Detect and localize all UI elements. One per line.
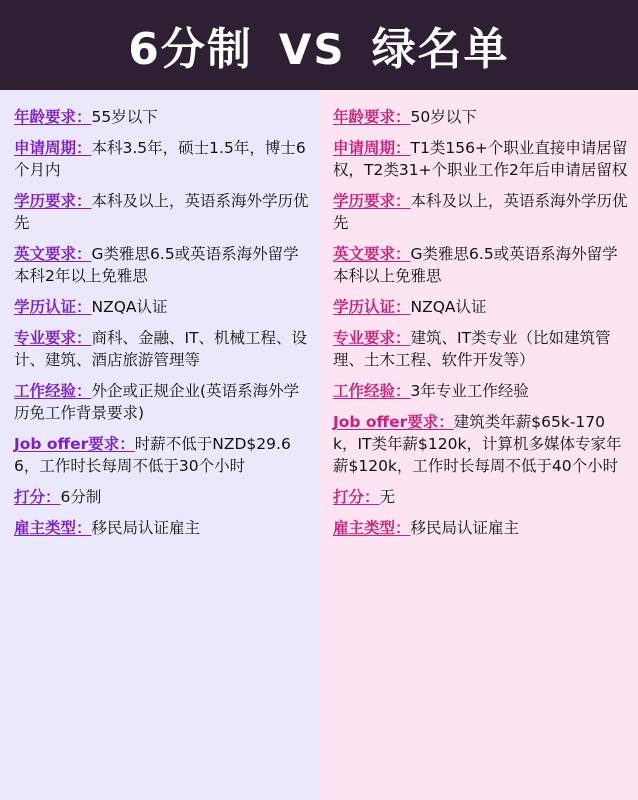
entry-label: 专业要求：	[14, 329, 92, 347]
entry-value: 本科及以上，英语系海外学历优先	[333, 192, 628, 232]
entry-label: 工作经验：	[333, 382, 411, 400]
right-column-green-list	[319, 90, 638, 800]
entry-value: G类雅思6.5或英语系海外留学本科2年以上免雅思	[14, 245, 299, 285]
entry-value: 时薪不低于NZD$29.66，工作时长每周不低于30个小时	[14, 435, 291, 475]
list-item	[14, 380, 309, 424]
entry-label: 年龄要求：	[333, 108, 411, 126]
page-header	[0, 0, 638, 90]
entry-label: 申请周期：	[333, 139, 411, 157]
list-item	[14, 327, 309, 371]
entry-label: 英文要求：	[333, 245, 411, 263]
entry-value: 本科3.5年，硕士1.5年，博士6个月内	[14, 139, 306, 179]
header-left-title: 6分制	[128, 24, 253, 75]
entry-label: 申请周期：	[14, 139, 92, 157]
entry-label: 工作经验：	[14, 382, 92, 400]
entry-label: 雇主类型：	[14, 519, 92, 537]
list-item	[14, 517, 309, 539]
list-item	[14, 190, 309, 234]
list-item	[333, 137, 628, 181]
entry-label: 专业要求：	[333, 329, 411, 347]
list-item	[14, 106, 309, 128]
entry-label: 年龄要求：	[14, 108, 92, 126]
list-item	[333, 411, 628, 477]
list-item	[333, 243, 628, 287]
entry-value: 商科、金融、IT、机械工程、设计、建筑、酒店旅游管理等	[14, 329, 308, 369]
comparison-columns	[0, 90, 638, 800]
entry-value: NZQA认证	[410, 298, 487, 316]
left-column-six-point-system	[0, 90, 319, 800]
list-item	[14, 296, 309, 318]
entry-label: 雇主类型：	[333, 519, 411, 537]
list-item	[333, 327, 628, 371]
entry-value: 6分制	[60, 488, 102, 506]
entry-label: 学历认证：	[333, 298, 411, 316]
entry-value: 移民局认证雇主	[91, 519, 201, 537]
entry-value: G类雅思6.5或英语系海外留学本科以上免雅思	[333, 245, 618, 285]
entry-value: 建筑、IT类专业（比如建筑管理、土木工程、软件开发等）	[333, 329, 611, 369]
entry-label: 打分：	[14, 488, 61, 506]
entry-label: Job offer要求：	[333, 413, 454, 431]
entry-value: 移民局认证雇主	[410, 519, 520, 537]
entry-value: 建筑类年薪$65k-170k，IT类年薪$120k，计算机多媒体专家年薪$120k，工作时长每周不低于40个小时	[333, 413, 622, 475]
list-item	[333, 486, 628, 508]
list-item	[333, 190, 628, 234]
entry-label: 英文要求：	[14, 245, 92, 263]
entry-value: 无	[379, 488, 396, 506]
list-item	[14, 433, 309, 477]
entry-value: 本科及以上，英语系海外学历优先	[14, 192, 309, 232]
page-title	[128, 13, 509, 77]
list-item	[333, 106, 628, 128]
entry-label: 学历要求：	[333, 192, 411, 210]
header-vs-label: VS	[278, 25, 346, 74]
entry-value: 3年专业工作经验	[410, 382, 529, 400]
entry-value: NZQA认证	[91, 298, 168, 316]
entry-value: 外企或正规企业(英语系海外学历免工作背景要求)	[14, 382, 300, 422]
entry-label: 学历认证：	[14, 298, 92, 316]
list-item	[14, 137, 309, 181]
entry-label: 打分：	[333, 488, 380, 506]
entry-value: 50岁以下	[410, 108, 477, 126]
entry-value: 55岁以下	[91, 108, 158, 126]
list-item	[14, 243, 309, 287]
list-item	[333, 380, 628, 402]
header-right-title: 绿名单	[371, 24, 510, 75]
list-item	[333, 296, 628, 318]
entry-label: 学历要求：	[14, 192, 92, 210]
list-item	[14, 486, 309, 508]
entry-value: T1类156+个职业直接申请居留权，T2类31+个职业工作2年后申请居留权	[333, 139, 628, 179]
list-item	[333, 517, 628, 539]
entry-label: Job offer要求：	[14, 435, 135, 453]
